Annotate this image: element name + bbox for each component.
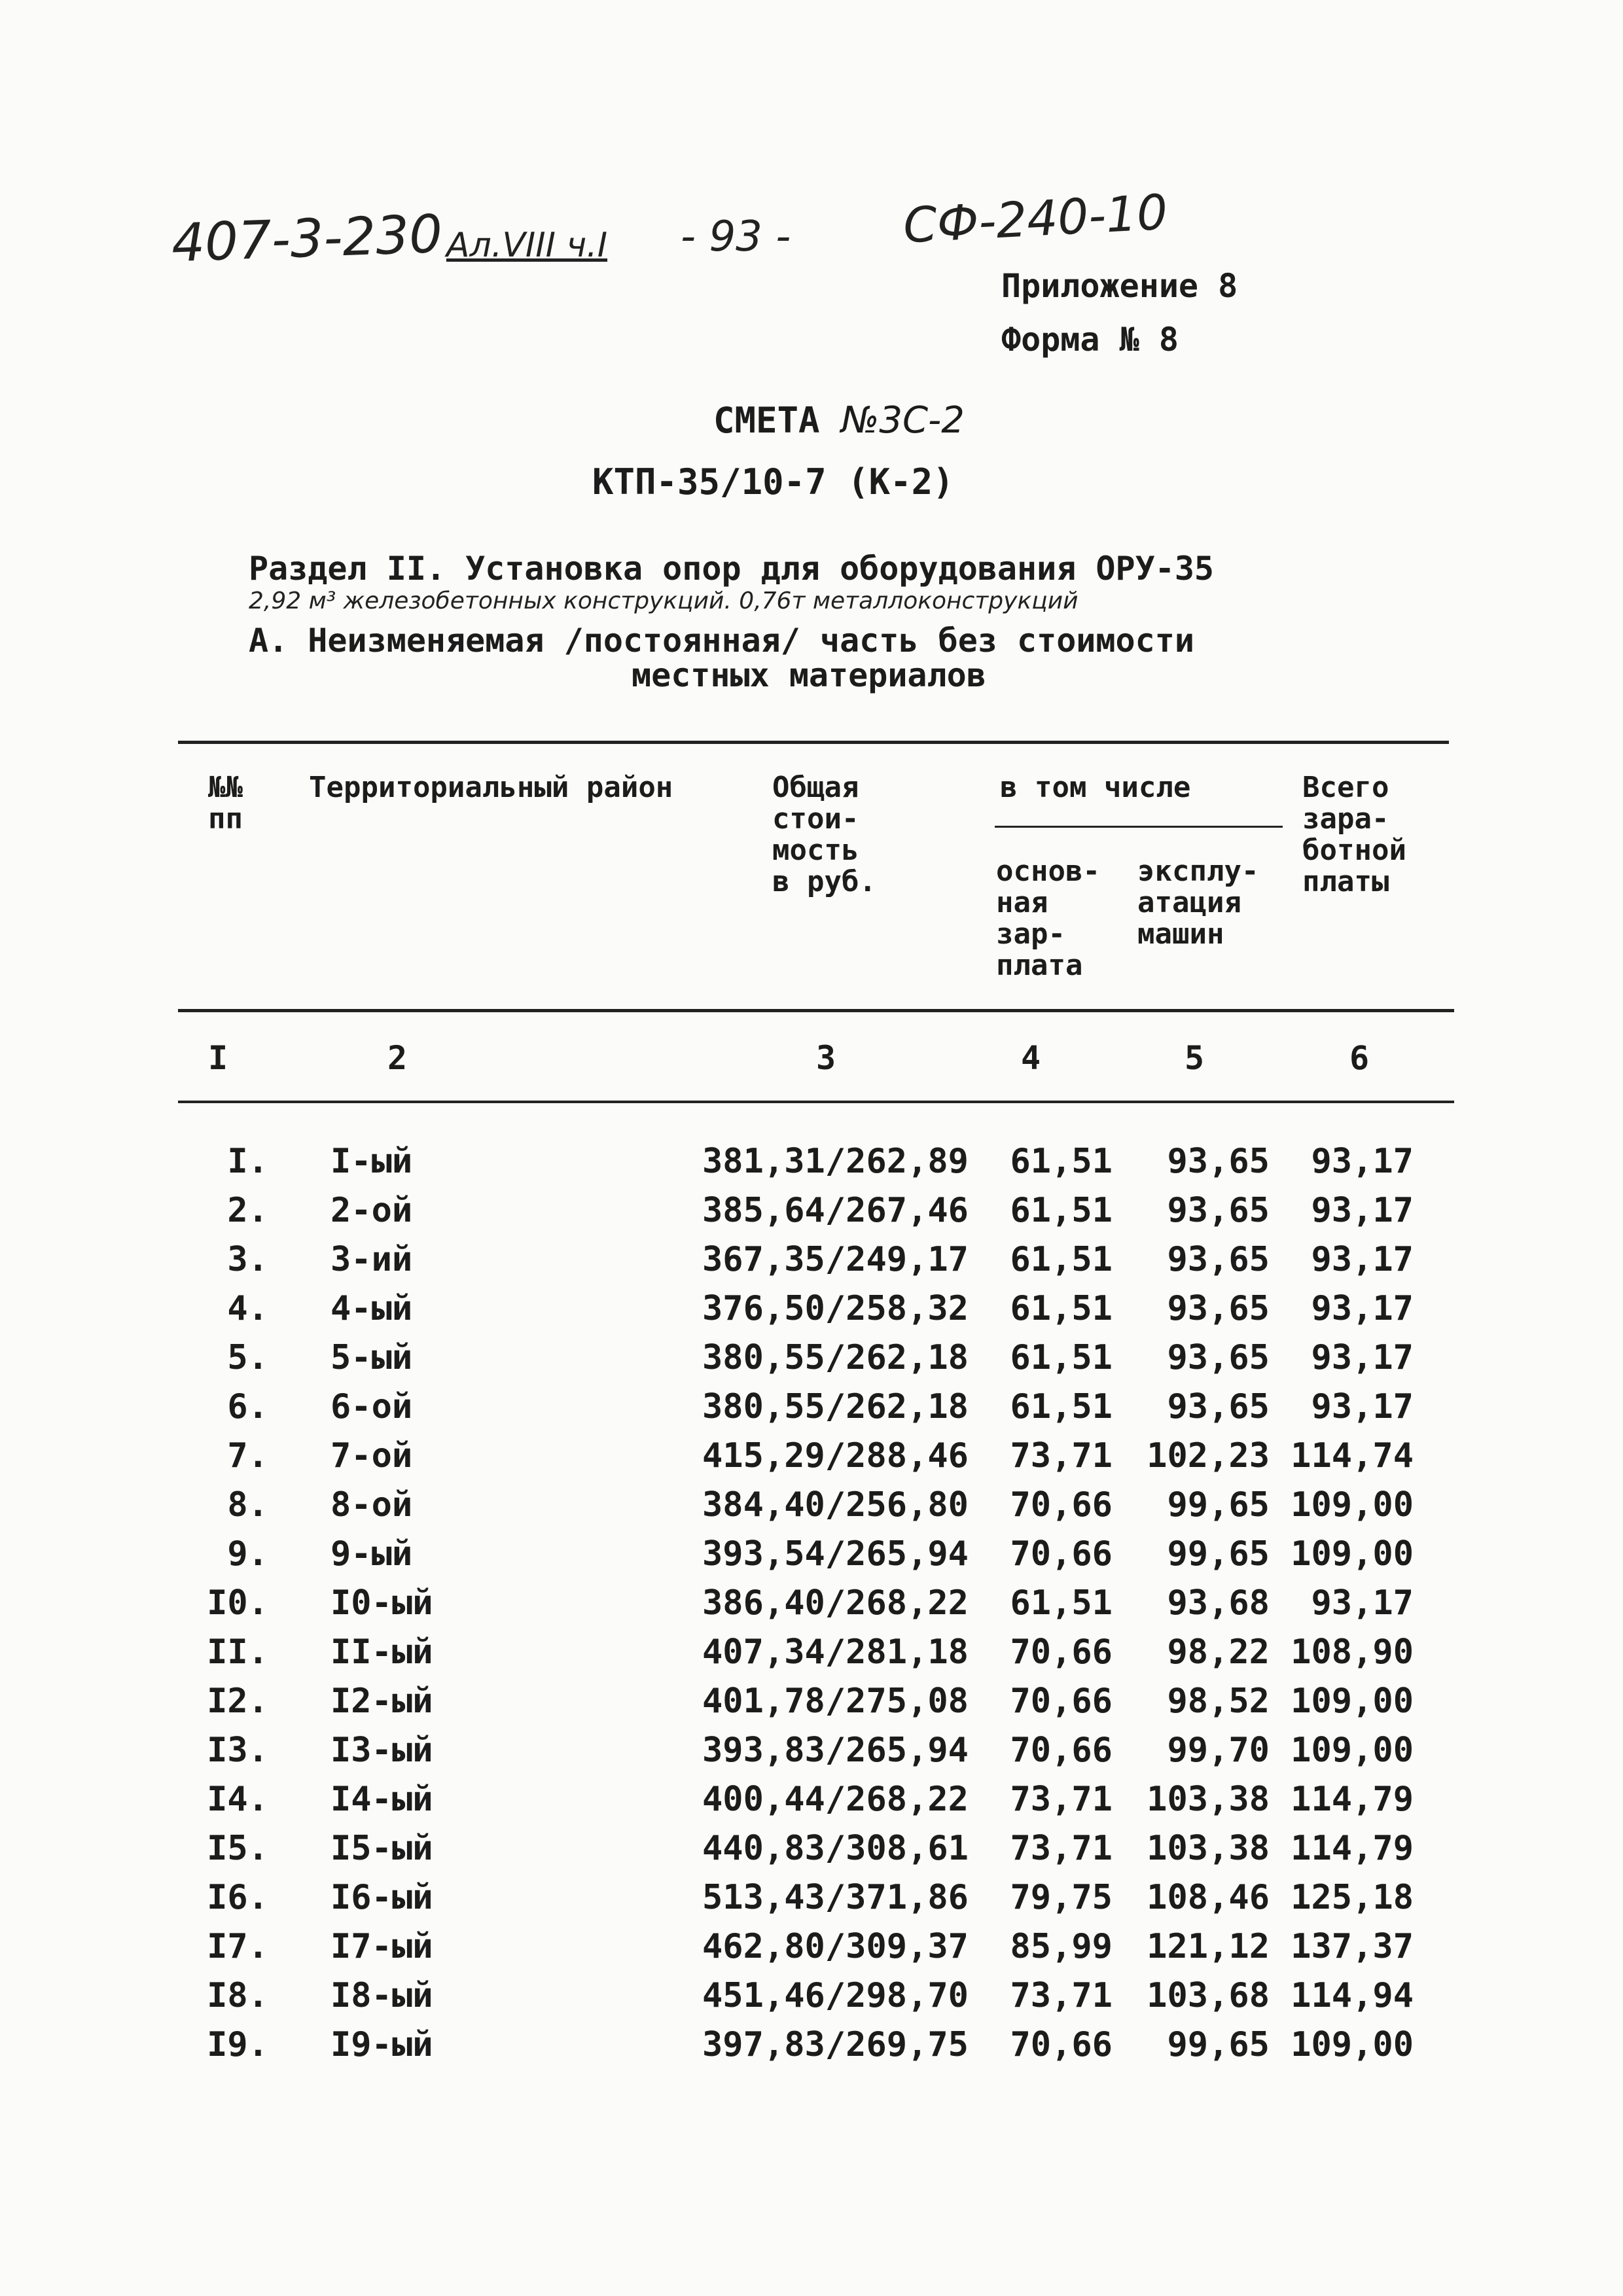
row-index: II. <box>207 1633 268 1672</box>
row-base-wage: 61,51 <box>1010 1289 1113 1328</box>
volumes-note: 2,92 м³ железобетонных конструкций. 0,76т металлоконструкций <box>249 588 1079 614</box>
album-number: Ал.VIII ч.I <box>446 226 608 265</box>
row-total-cost: 367,35/249,17 <box>702 1240 969 1279</box>
row-district: 7-ой <box>330 1436 413 1475</box>
row-total-wage: 93,17 <box>1311 1387 1414 1426</box>
row-base-wage: 70,66 <box>1010 1682 1113 1721</box>
row-total-cost: 462,80/309,37 <box>702 1927 969 1966</box>
row-base-wage: 85,99 <box>1010 1927 1113 1966</box>
row-district: I8-ый <box>330 1976 433 2015</box>
header-bottom-rule <box>178 1009 1454 1012</box>
header-total-wage: Всего зара- ботной платы <box>1302 771 1406 898</box>
column-number-6: 6 <box>1349 1039 1370 1077</box>
row-total-cost: 407,34/281,18 <box>702 1633 969 1672</box>
row-total-cost: 381,31/262,89 <box>702 1142 969 1181</box>
row-machines: 108,46 <box>1147 1878 1270 1917</box>
row-total-cost: 400,44/268,22 <box>702 1780 969 1819</box>
row-index: 4. <box>227 1289 268 1328</box>
row-machines: 121,12 <box>1147 1927 1270 1966</box>
row-district: I9-ый <box>330 2025 433 2064</box>
row-total-wage: 108,90 <box>1291 1633 1414 1672</box>
row-total-cost: 415,29/288,46 <box>702 1436 969 1475</box>
row-index: I. <box>227 1142 268 1181</box>
row-index: 3. <box>227 1240 268 1279</box>
header-machines: эксплу- атация машин <box>1137 855 1259 951</box>
form-number: Форма № 8 <box>1001 321 1179 359</box>
row-total-cost: 380,55/262,18 <box>702 1338 969 1377</box>
row-base-wage: 73,71 <box>1010 1976 1113 2015</box>
row-base-wage: 61,51 <box>1010 1142 1113 1181</box>
row-total-wage: 93,17 <box>1311 1240 1414 1279</box>
row-index: 6. <box>227 1387 268 1426</box>
row-total-cost: 386,40/268,22 <box>702 1583 969 1623</box>
row-district: 5-ый <box>330 1338 413 1377</box>
estimate-title <box>713 399 965 442</box>
row-index: I0. <box>207 1583 268 1623</box>
row-machines: 93,65 <box>1167 1387 1270 1426</box>
part-title-continued: местных материалов <box>632 656 986 694</box>
row-base-wage: 70,66 <box>1010 1731 1113 1770</box>
row-base-wage: 73,71 <box>1010 1829 1113 1868</box>
row-base-wage: 73,71 <box>1010 1436 1113 1475</box>
row-district: 2-ой <box>330 1191 413 1230</box>
row-total-cost: 376,50/258,32 <box>702 1289 969 1328</box>
row-index: 2. <box>227 1191 268 1230</box>
row-district: 4-ый <box>330 1289 413 1328</box>
row-total-wage: 93,17 <box>1311 1142 1414 1181</box>
row-index: I9. <box>207 2025 268 2064</box>
header-base-wage: основ- ная зар- плата <box>996 855 1100 982</box>
row-district: I6-ый <box>330 1878 433 1917</box>
row-index: I5. <box>207 1829 268 1868</box>
row-base-wage: 79,75 <box>1010 1878 1113 1917</box>
row-index: 5. <box>227 1338 268 1377</box>
row-district: I2-ый <box>330 1682 433 1721</box>
row-total-cost: 451,46/298,70 <box>702 1976 969 2015</box>
row-district: I-ый <box>330 1142 413 1181</box>
row-district: I7-ый <box>330 1927 433 1966</box>
row-base-wage: 70,66 <box>1010 1534 1113 1574</box>
row-total-wage: 109,00 <box>1291 1731 1414 1770</box>
stamp-code: СФ-240-10 <box>902 184 1169 255</box>
row-machines: 93,65 <box>1167 1142 1270 1181</box>
row-base-wage: 70,66 <box>1010 1485 1113 1525</box>
column-number-2: 2 <box>387 1039 408 1077</box>
header-total-cost: Общая стои- мость в руб. <box>772 771 876 898</box>
row-machines: 99,70 <box>1167 1731 1270 1770</box>
row-district: 9-ый <box>330 1534 413 1574</box>
row-base-wage: 61,51 <box>1010 1240 1113 1279</box>
row-base-wage: 61,51 <box>1010 1191 1113 1230</box>
row-machines: 99,65 <box>1167 2025 1270 2064</box>
row-total-cost: 401,78/275,08 <box>702 1682 969 1721</box>
row-total-cost: 513,43/371,86 <box>702 1878 969 1917</box>
row-total-wage: 114,94 <box>1291 1976 1414 2015</box>
row-total-cost: 393,54/265,94 <box>702 1534 969 1574</box>
header-including: в том числе <box>1000 771 1191 804</box>
including-underline <box>995 826 1283 828</box>
row-machines: 93,65 <box>1167 1338 1270 1377</box>
object-title: КТП-35/10-7 (К-2) <box>592 461 954 503</box>
row-index: I7. <box>207 1927 268 1966</box>
row-total-cost: 393,83/265,94 <box>702 1731 969 1770</box>
row-base-wage: 70,66 <box>1010 1633 1113 1672</box>
row-total-cost: 380,55/262,18 <box>702 1387 969 1426</box>
row-index: I8. <box>207 1976 268 2015</box>
row-index: I3. <box>207 1731 268 1770</box>
row-base-wage: 70,66 <box>1010 2025 1113 2064</box>
row-total-wage: 93,17 <box>1311 1338 1414 1377</box>
row-district: I3-ый <box>330 1731 433 1770</box>
row-machines: 102,23 <box>1147 1436 1270 1475</box>
row-index: I4. <box>207 1780 268 1819</box>
row-machines: 93,65 <box>1167 1240 1270 1279</box>
row-machines: 103,38 <box>1147 1829 1270 1868</box>
row-total-cost: 440,83/308,61 <box>702 1829 969 1868</box>
row-total-cost: 384,40/256,80 <box>702 1485 969 1525</box>
row-base-wage: 61,51 <box>1010 1583 1113 1623</box>
row-machines: 99,65 <box>1167 1485 1270 1525</box>
row-total-wage: 114,74 <box>1291 1436 1414 1475</box>
row-machines: 93,65 <box>1167 1191 1270 1230</box>
row-machines: 99,65 <box>1167 1534 1270 1574</box>
column-number-3: 3 <box>816 1039 836 1077</box>
row-base-wage: 61,51 <box>1010 1387 1113 1426</box>
column-number-4: 4 <box>1021 1039 1041 1077</box>
row-district: I4-ый <box>330 1780 433 1819</box>
row-total-wage: 125,18 <box>1291 1878 1414 1917</box>
row-total-wage: 109,00 <box>1291 1534 1414 1574</box>
row-machines: 98,52 <box>1167 1682 1270 1721</box>
row-district: 8-ой <box>330 1485 413 1525</box>
row-index: 7. <box>227 1436 268 1475</box>
column-numbers-rule <box>178 1101 1454 1103</box>
row-total-wage: 114,79 <box>1291 1780 1414 1819</box>
row-total-wage: 93,17 <box>1311 1191 1414 1230</box>
section-title: Раздел II. Установка опор для оборудования ОРУ-35 <box>249 550 1215 588</box>
table-top-rule <box>178 741 1449 744</box>
document-code: 407-3-230 <box>170 203 444 274</box>
row-district: I0-ый <box>330 1583 433 1623</box>
row-total-cost: 385,64/267,46 <box>702 1191 969 1230</box>
row-base-wage: 73,71 <box>1010 1780 1113 1819</box>
page-number: - 93 - <box>681 213 791 261</box>
row-index: 9. <box>227 1534 268 1574</box>
row-district: II-ый <box>330 1633 433 1672</box>
row-total-wage: 114,79 <box>1291 1829 1414 1868</box>
row-total-wage: 109,00 <box>1291 1485 1414 1525</box>
row-total-wage: 93,17 <box>1311 1289 1414 1328</box>
row-total-cost: 397,83/269,75 <box>702 2025 969 2064</box>
row-machines: 93,65 <box>1167 1289 1270 1328</box>
row-total-wage: 93,17 <box>1311 1583 1414 1623</box>
row-index: I6. <box>207 1878 268 1917</box>
row-total-wage: 109,00 <box>1291 1682 1414 1721</box>
header-index: №№ пп <box>208 771 243 836</box>
row-district: I5-ый <box>330 1829 433 1868</box>
row-total-wage: 109,00 <box>1291 2025 1414 2064</box>
row-base-wage: 61,51 <box>1010 1338 1113 1377</box>
estimate-label: СМЕТА <box>713 400 820 441</box>
row-district: 3-ий <box>330 1240 413 1279</box>
column-number-1: I <box>208 1039 228 1077</box>
row-machines: 98,22 <box>1167 1633 1270 1672</box>
row-machines: 103,68 <box>1147 1976 1270 2015</box>
column-number-5: 5 <box>1185 1039 1205 1077</box>
row-index: 8. <box>227 1485 268 1525</box>
header-district: Территориальный район <box>309 771 673 804</box>
row-index: I2. <box>207 1682 268 1721</box>
row-machines: 103,38 <box>1147 1780 1270 1819</box>
appendix-label: Приложение 8 <box>1001 267 1238 305</box>
row-total-wage: 137,37 <box>1291 1927 1414 1966</box>
row-district: 6-ой <box>330 1387 413 1426</box>
row-machines: 93,68 <box>1167 1583 1270 1623</box>
estimate-number: №3С-2 <box>841 399 965 442</box>
part-title: А. Неизменяемая /постоянная/ часть без стоимости <box>249 622 1194 660</box>
